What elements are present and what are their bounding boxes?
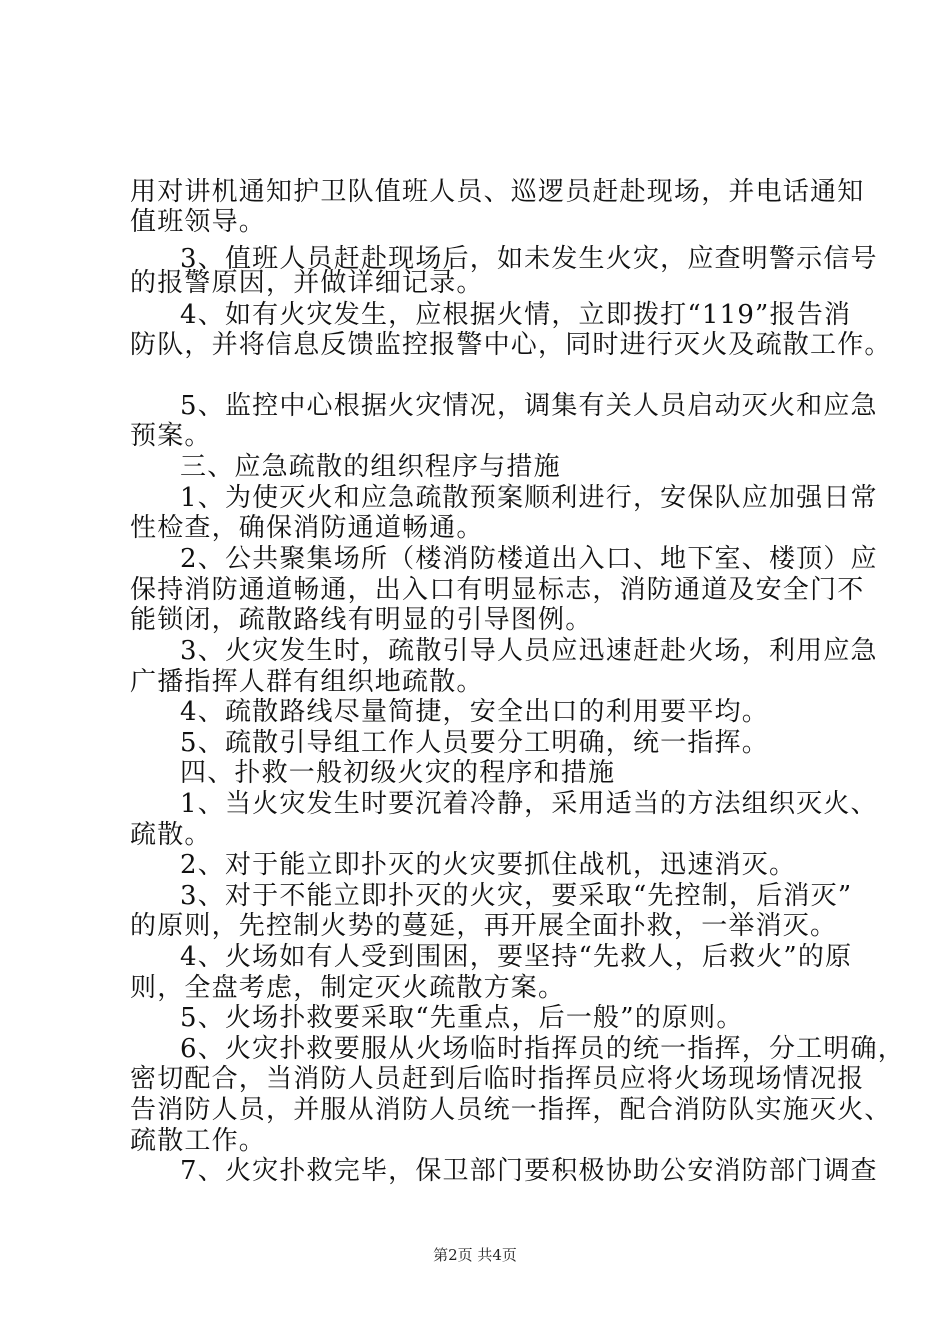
text-line: 密切配合，当消防人员赶到后临时指挥员应将火场现场情况报: [130, 1064, 865, 1094]
text-line: 防队，并将信息反馈监控报警中心，同时进行灭火及疏散工作。: [130, 330, 892, 360]
section-heading: 三、应急疏散的组织程序与措施: [180, 452, 561, 482]
text-line: 2、对于能立即扑灭的火灾要抓住战机，迅速消灭。: [180, 850, 797, 880]
text-line: 疏散工作。: [130, 1126, 267, 1156]
text-line: 4、疏散路线尽量简捷，安全出口的利用要平均。: [180, 697, 769, 727]
text-line: 3、对于不能立即扑灭的火灾，要采取“先控制，后消灭”: [180, 881, 853, 911]
text-line: 5、火场扑救要采取“先重点，后一般”的原则。: [180, 1003, 744, 1033]
text-line: 广播指挥人群有组织地疏散。: [130, 667, 484, 697]
text-line: 1、当火灾发生时要沉着冷静，采用适当的方法组织灭火、: [180, 789, 878, 819]
text-line: 预案。: [130, 421, 212, 451]
text-line: 的报警原因，并做详细记录。: [130, 268, 484, 298]
text-line: 4、如有火灾发生，应根据火情，立即拨打“119”报告消: [180, 300, 852, 330]
text-line: 1、为使灭火和应急疏散预案顺利进行，安保队应加强日常: [180, 483, 878, 513]
page-number-footer: 第2页 共4页: [433, 1246, 517, 1264]
text-line: 5、监控中心根据火灾情况，调集有关人员启动灭火和应急: [180, 391, 878, 421]
text-line: 则，全盘考虑，制定灭火疏散方案。: [130, 973, 566, 1003]
text-line: 用对讲机通知护卫队值班人员、巡逻员赶赴现场，并电话通知: [130, 177, 865, 207]
text-line: 6、火灾扑救要服从火场临时指挥员的统一指挥，分工明确，: [180, 1034, 905, 1064]
text-line: 3、值班人员赶赴现场后，如未发生火灾，应查明警示信号: [180, 244, 878, 274]
text-line: 保持消防通道畅通，出入口有明显标志，消防通道及安全门不: [130, 575, 865, 605]
text-line: 告消防人员，并服从消防人员统一指挥，配合消防队实施灭火、: [130, 1095, 892, 1125]
text-line: 的原则，先控制火势的蔓延，再开展全面扑救，一举消灭。: [130, 911, 838, 941]
text-line: 5、疏散引导组工作人员要分工明确，统一指挥。: [180, 728, 769, 758]
text-line: 2、公共聚集场所（楼消防楼道出入口、地下室、楼顶）应: [180, 544, 878, 574]
text-line: 4、火场如有人受到围困，要坚持“先救人，后救火”的原: [180, 942, 853, 972]
text-line: 能锁闭，疏散路线有明显的引导图例。: [130, 605, 593, 635]
section-heading: 四、扑救一般初级火灾的程序和措施: [180, 758, 616, 788]
text-line: 3、火灾发生时，疏散引导人员应迅速赶赴火场，利用应急: [180, 636, 878, 666]
text-line: 性检查，确保消防通道畅通。: [130, 513, 484, 543]
text-line: 7、火灾扑救完毕，保卫部门要积极协助公安消防部门调查: [180, 1156, 878, 1186]
text-line: 值班领导。: [130, 207, 267, 237]
text-line: 疏散。: [130, 820, 212, 850]
